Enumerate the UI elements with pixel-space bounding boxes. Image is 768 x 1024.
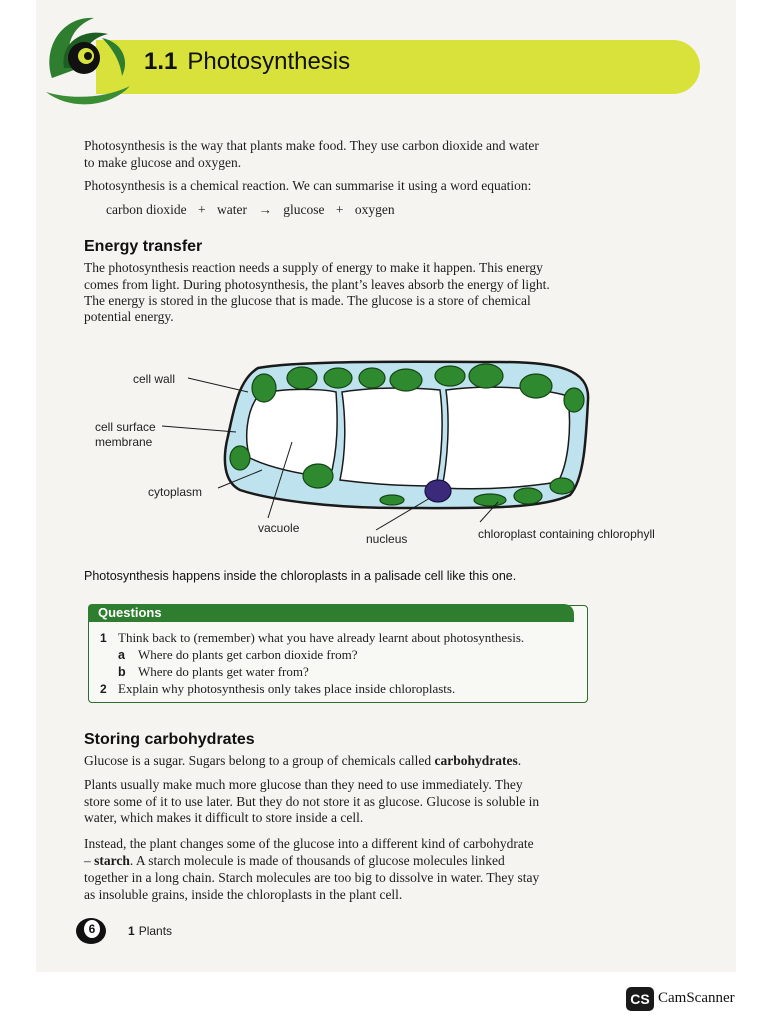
chapter-name: Plants — [138, 924, 173, 938]
question-2 — [100, 681, 455, 697]
energy-transfer-heading: Energy transfer — [84, 238, 203, 255]
word-equation — [106, 202, 403, 218]
intro-paragraph-1-line-1: Photosynthesis is the way that plants make food. They use carbon dioxide and water — [84, 138, 539, 153]
label-vacuole: vacuole — [258, 521, 300, 535]
leader-cell-wall — [188, 378, 248, 392]
camscanner-logo-icon: CS — [626, 987, 654, 1011]
equation-plus-2: + — [335, 202, 344, 217]
camscanner-watermark: CamScanner — [658, 990, 735, 1006]
label-chloroplast: chloroplast containing chlorophyll — [478, 527, 655, 541]
palisade-cell-diagram — [0, 340, 768, 560]
questions-tab-label: Questions — [98, 605, 162, 620]
energy-transfer-line-1: The photosynthesis reaction needs a supply of energy to make it happen. This energy — [84, 260, 543, 275]
question-1a-label: a — [118, 648, 125, 662]
page-number: 6 — [84, 920, 100, 938]
question-1-number: 1 — [100, 631, 107, 645]
question-1 — [100, 630, 524, 646]
section-number: 1.1 — [144, 48, 178, 75]
storing-paragraph-3-line-2 — [84, 852, 505, 869]
chapter-number: 1 — [128, 924, 135, 938]
storing-p1-text: Glucose is a sugar. Sugars belong to a group of chemicals called — [84, 753, 435, 768]
equation-plus-1: + — [197, 202, 206, 217]
question-1b-label: b — [118, 665, 126, 679]
equation-reactant-1: carbon dioxide — [106, 202, 187, 217]
equation-arrow: → — [258, 202, 272, 217]
label-nucleus: nucleus — [366, 532, 408, 546]
chapter-footer — [128, 924, 172, 938]
page-title — [144, 48, 350, 76]
storing-paragraph-2-line-2: store some of it to use later. But they do not store it as glucose. Glucose is soluble in — [84, 794, 540, 809]
leader-cell-surface — [162, 426, 236, 432]
storing-paragraph-1 — [84, 752, 521, 769]
term-starch: starch — [94, 853, 130, 868]
storing-paragraph-3-line-3: together in a long chain. Starch molecules are too big to dissolve in water. They stay — [84, 870, 540, 885]
energy-transfer-line-4: potential energy. — [84, 309, 174, 324]
label-cytoplasm: cytoplasm — [148, 485, 203, 499]
storing-paragraph-3-line-4: as insoluble grains, inside the chloroplasts in the plant cell. — [84, 887, 403, 902]
question-1a-text: Where do plants get carbon dioxide from? — [138, 647, 358, 662]
vacuole-2 — [340, 388, 442, 486]
storing-carbohydrates-heading: Storing carbohydrates — [84, 731, 255, 748]
intro-paragraph-1-line-2: to make glucose and oxygen. — [84, 155, 242, 170]
term-carbohydrates: carbohydrates — [434, 753, 518, 768]
question-2-number: 2 — [100, 682, 107, 696]
storing-p3-dash: – — [84, 853, 95, 868]
question-1b-text: Where do plants get water from? — [138, 664, 309, 679]
diagram-caption: Photosynthesis happens inside the chloroplasts in a palisade cell like this one. — [84, 569, 517, 583]
label-cell-surface-line-1: cell surface — [95, 420, 156, 434]
swirl-logo-icon — [42, 8, 132, 108]
vacuole-3 — [442, 387, 570, 489]
storing-paragraph-2-line-3: water, which makes it difficult to store inside a cell. — [84, 810, 364, 825]
storing-p1-end: . — [517, 753, 522, 768]
storing-paragraph-3-line-1: Instead, the plant changes some of the glucose into a different kind of carbohydrate — [84, 836, 534, 851]
question-1b — [118, 664, 309, 680]
storing-p3-line2-text: . A starch molecule is made of thousands of glucose molecules linked — [129, 853, 505, 868]
section-title: Photosynthesis — [187, 48, 351, 75]
intro-paragraph-2: Photosynthesis is a chemical reaction. We can summarise it using a word equation: — [84, 178, 532, 193]
equation-product-1: glucose — [283, 202, 325, 217]
question-1a — [118, 647, 357, 663]
label-cell-wall: cell wall — [133, 372, 176, 386]
question-2-text: Explain why photosynthesis only takes place inside chloroplasts. — [118, 681, 456, 696]
equation-product-2: oxygen — [354, 202, 395, 217]
energy-transfer-line-2: comes from light. During photosynthesis, the plant’s leaves absorb the energy of light. — [84, 277, 550, 292]
storing-paragraph-2-line-1: Plants usually make much more glucose than they need to use immediately. They — [84, 777, 523, 792]
equation-reactant-2: water — [216, 202, 247, 217]
question-1-text: Think back to (remember) what you have already learnt about photosynthesis. — [118, 630, 525, 645]
energy-transfer-line-3: The energy is stored in the glucose that is made. The glucose is a store of chemical — [84, 293, 531, 308]
label-cell-surface-line-2: membrane — [95, 435, 153, 449]
